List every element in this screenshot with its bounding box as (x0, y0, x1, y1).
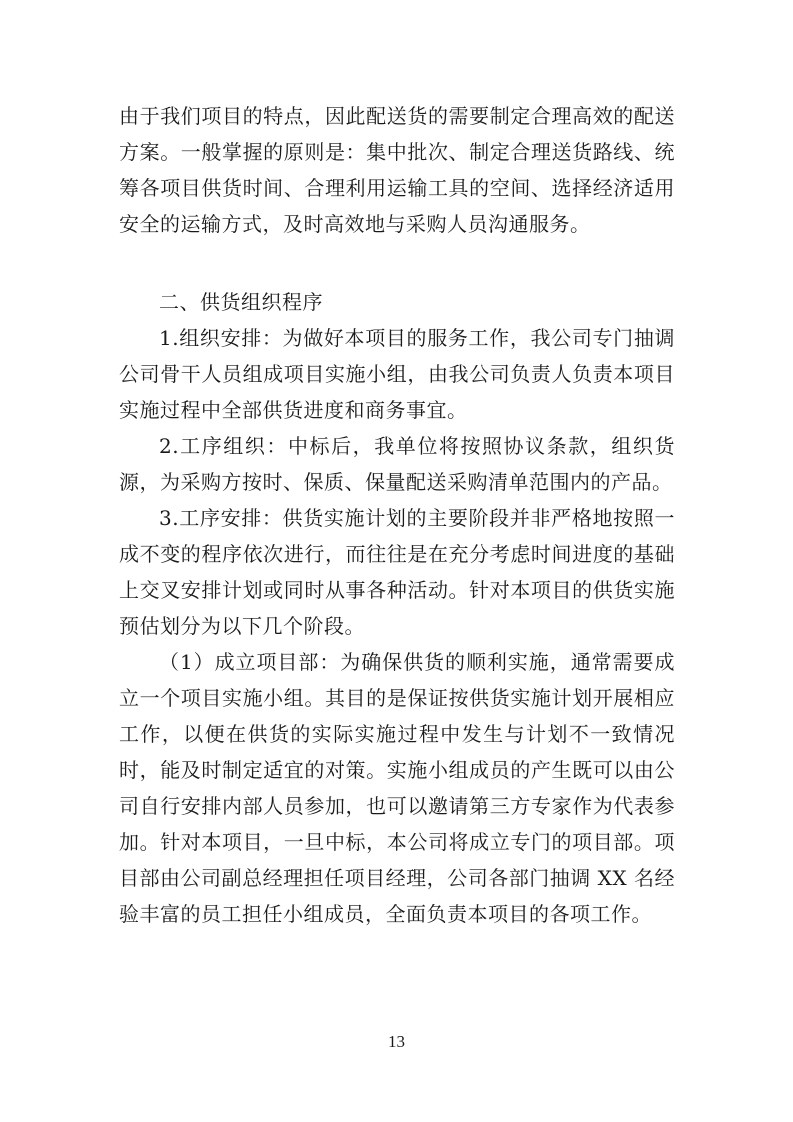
page-number: 13 (388, 1032, 405, 1051)
item-1-paragraph: 1.组织安排：为做好本项目的服务工作，我公司专门抽调公司骨干人员组成项目实施小组，由我公司负责人负责本项目实施过程中全部供货进度和商务事宜。 (119, 326, 675, 422)
item-3-paragraph: 3.工序安排：供货实施计划的主要阶段并非严格地按照一成不变的程序依次进行，而往往是在充分考虑时间进度的基础上交叉安排计划或同时从事各种活动。针对本项目的供货实施预估划分为以下几个阶段。 (119, 506, 675, 638)
section-heading: 二、供货组织程序 (159, 290, 323, 314)
page-content (119, 98, 675, 932)
intro-paragraph: 由于我们项目的特点，因此配送货的需要制定合理高效的配送方案。一般掌握的原则是：集中批次、制定合理送货路线、统筹各项目供货时间、合理利用运输工具的空间、选择经济适用安全的运输方式，及时高效地与采购人员沟通服务。 (119, 104, 675, 236)
sub-item-1-paragraph: （1）成立项目部：为确保供货的顺利实施，通常需要成立一个项目实施小组。其目的是保证按供货实施计划开展相应工作，以便在供货的实际实施过程中发生与计划不一致情况时，能及时制定适宜的对策。实施小组成员的产生既可以由公司自行安排内部人员参加，也可以邀请第三方专家作为代表参加。针对本项目，一旦中标，本公司将成立专门的项目部。项目部由公司副总经理担任项目经理，公司各部门抽调 XX 名经验丰富的员工担任小组成员，全面负责本项目的各项工作。 (119, 650, 675, 926)
item-2-paragraph: 2.工序组织：中标后，我单位将按照协议条款，组织货源，为采购方按时、保质、保量配送采购清单范围内的产品。 (119, 434, 675, 494)
paragraph-gap (119, 242, 675, 284)
